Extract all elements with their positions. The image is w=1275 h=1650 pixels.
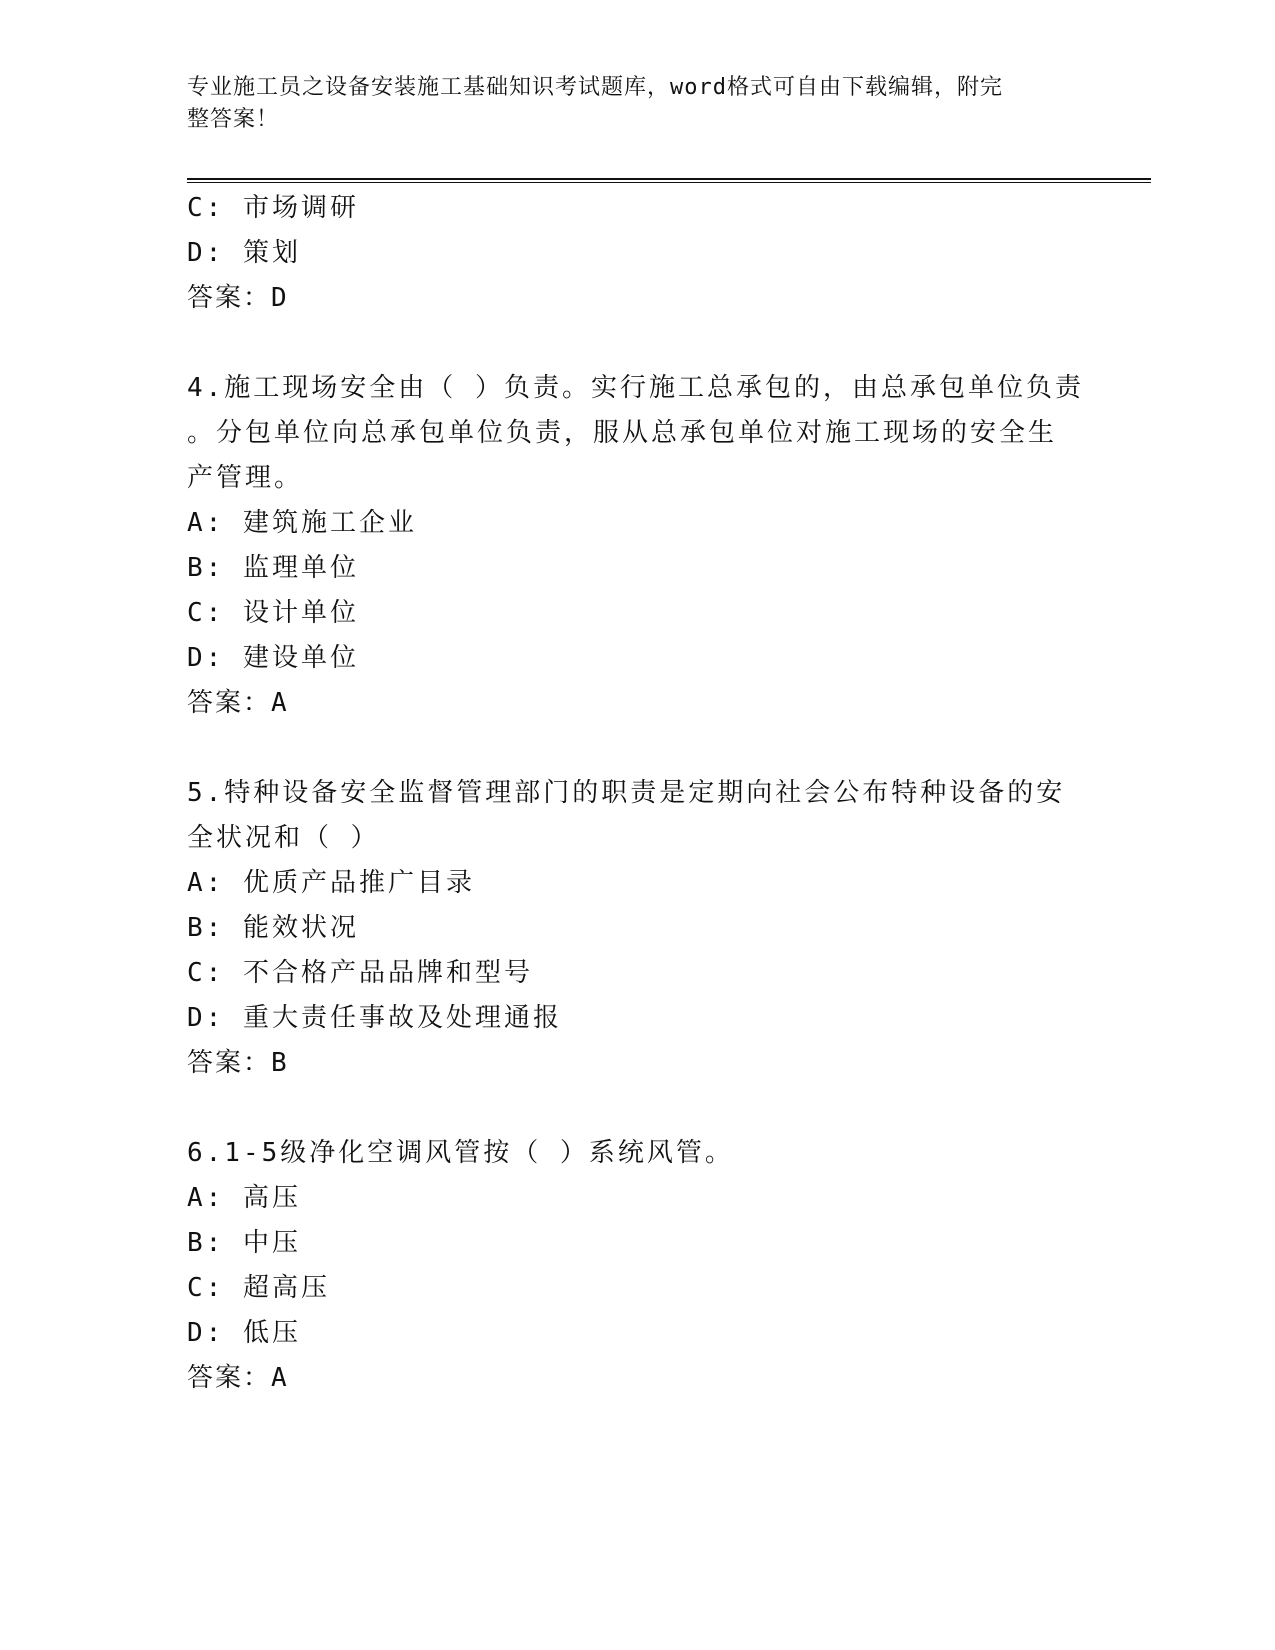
question-stem xyxy=(187,1131,1087,1176)
question-6 xyxy=(187,1131,1087,1401)
answer-line: 答案：B xyxy=(187,1048,289,1078)
option-text: 重大责任事故及处理通报 xyxy=(242,1003,562,1033)
option-text: 不合格产品品牌和型号 xyxy=(242,958,533,988)
option-text: 监理单位 xyxy=(242,553,359,583)
answer-line: 答案：D xyxy=(187,283,289,313)
option-text: 低压 xyxy=(242,1318,301,1348)
option-text: 建设单位 xyxy=(242,643,359,673)
spacer xyxy=(187,726,1087,771)
question-3-tail xyxy=(187,186,1087,321)
option-c xyxy=(187,591,1087,636)
option-letter: D: xyxy=(187,643,225,673)
option-text: 优质产品推广目录 xyxy=(242,868,475,898)
option-text: 建筑施工企业 xyxy=(242,508,417,538)
option-text: 市场调研 xyxy=(242,193,359,223)
answer-line: 答案：A xyxy=(187,1363,289,1393)
question-stem xyxy=(187,366,1087,501)
header-line-1: 专业施工员之设备安装施工基础知识考试题库，word格式可自由下载编辑，附完 xyxy=(187,75,1003,100)
stem-line: 。分包单位向总承包单位负责，服从总承包单位对施工现场的安全生 xyxy=(187,418,1058,448)
option-letter: B: xyxy=(187,913,225,943)
stem-line: 5.特种设备安全监督管理部门的职责是定期向社会公布特种设备的安 xyxy=(187,778,1066,808)
option-text: 能效状况 xyxy=(242,913,359,943)
option-c xyxy=(187,186,1087,231)
header-divider-thin xyxy=(187,182,1151,183)
option-c xyxy=(187,951,1087,996)
option-letter: B: xyxy=(187,1228,225,1258)
option-text: 中压 xyxy=(242,1228,301,1258)
option-d xyxy=(187,1311,1087,1356)
question-list xyxy=(187,186,1087,1401)
stem-line: 4.施工现场安全由（ ）负责。实行施工总承包的，由总承包单位负责 xyxy=(187,373,1084,403)
stem-line: 6.1-5级净化空调风管按（ ）系统风管。 xyxy=(187,1138,734,1168)
option-text: 高压 xyxy=(242,1183,301,1213)
spacer xyxy=(187,1086,1087,1131)
option-letter: A: xyxy=(187,508,225,538)
option-a xyxy=(187,501,1087,546)
option-letter: D: xyxy=(187,238,225,268)
option-letter: D: xyxy=(187,1318,225,1348)
option-letter: C: xyxy=(187,598,225,628)
question-5 xyxy=(187,771,1087,1086)
option-b xyxy=(187,546,1087,591)
header-line-2: 整答案！ xyxy=(187,107,280,132)
option-letter: A: xyxy=(187,868,225,898)
question-stem xyxy=(187,771,1087,861)
spacer xyxy=(187,321,1087,366)
option-b xyxy=(187,906,1087,951)
option-d xyxy=(187,231,1087,276)
option-a xyxy=(187,1176,1087,1221)
option-letter: B: xyxy=(187,553,225,583)
option-text: 策划 xyxy=(242,238,301,268)
option-text: 设计单位 xyxy=(242,598,359,628)
document-header xyxy=(187,72,1067,136)
option-letter: C: xyxy=(187,193,225,223)
option-letter: C: xyxy=(187,958,225,988)
option-c xyxy=(187,1266,1087,1311)
option-b xyxy=(187,1221,1087,1266)
header-divider-thick xyxy=(187,178,1151,180)
stem-line: 产管理。 xyxy=(187,463,304,493)
option-letter: C: xyxy=(187,1273,225,1303)
stem-line: 全状况和（ ） xyxy=(187,823,380,853)
option-text: 超高压 xyxy=(242,1273,330,1303)
option-d xyxy=(187,636,1087,681)
option-d xyxy=(187,996,1087,1041)
question-4 xyxy=(187,366,1087,726)
option-letter: A: xyxy=(187,1183,225,1213)
option-a xyxy=(187,861,1087,906)
answer-line: 答案：A xyxy=(187,688,289,718)
option-letter: D: xyxy=(187,1003,225,1033)
